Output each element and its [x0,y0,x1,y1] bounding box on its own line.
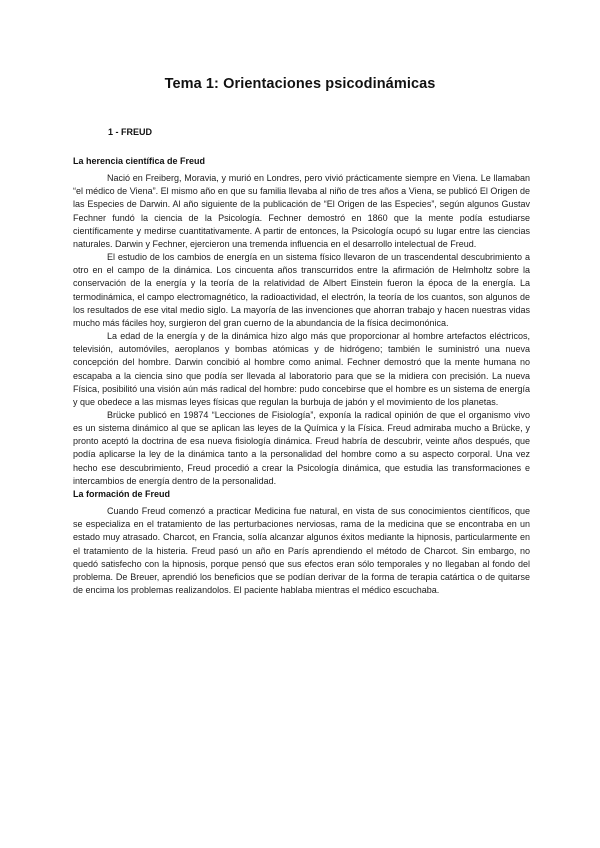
subsection-heading-formacion: La formación de Freud [73,488,171,499]
subsection-heading-herencia: La herencia científica de Freud [73,156,206,166]
document-title: Tema 1: Orientaciones psicodinámicas [164,76,436,92]
document-body [73,155,530,597]
paragraph: Nació en Freiberg, Moravia, y murió en Londres, pero vivió prácticamente siempre en Viena. Le llamaban “el médico de Viena”. El mismo año en que su familia llevaba al niño de tres años a Viena, se publicó El Origen de las Especies de Darwin. Al año siguiente de la publicación de “El Origen de las Especies”, según algunos Gustav Fechner fundó la ciencia de la Psicología. Fechner demostró en 1860 que la mente podía estudiarse científicamente y medirse cuantitativamente. A partir de entonces, la Psicología ocupó su lugar entre las ciencias naturales. Darwin y Fechner, ejercieron una tremenda influencia en el desarrollo intelectual de Freud. [73,173,530,249]
paragraph: Cuando Freud comenzó a practicar Medicina fue natural, en vista de sus conocimientos científicos, que se especializa en el tratamiento de las perturbaciones nerviosas, rama de la medicina que se encontraba en un estado muy atrasado. Charcot, en Francia, solía alcanzar algunos éxitos mediante la hipnosis, particularmente en el tratamiento de la histeria. Freud pasó un año en París aprendiendo el método de Charcot. Sin embargo, no quedó satisfecho con la hipnosis, porque pensó que sus efectos eran sólo temporales y no llegaban al fondo del problema. De Breuer, aprendió los beneficios que se podían derivar de la forma de terapia catártica o de quitarse de encima los problemas realizandolos. El paciente hablaba mientras el médico escuchaba. [73,506,530,595]
paragraph: Brücke publicó en 19874 “Lecciones de Fisiología”, exponía la radical opinión de que el organismo vivo es un sistema dinámico al que se aplican las leyes de la Química y la Física. Freud admiraba mucho a Brücke, y pronto aceptó la doctrina de esa nueva fisiología dinámica. Freud habría de descubrir, veinte años después, que podía aplicarse la ley de la dinámica tanto a la personalidad del hombre como a su aspecto corporal. Una vez hecho ese descubrimiento, Freud procedió a crear la Psicología dinámica, que estudia las transformaciones e intercambios de energía dentro de la personalidad. [73,409,530,486]
paragraph: La edad de la energía y de la dinámica hizo algo más que proporcionar al hombre artefactos eléctricos, televisión, automóviles, aeroplanos y bombas atómicas y de hidrógeno; también le suministró una nueva concepción del hombre. Darwin concibió al hombre como animal. Fechner demostró que la mente humana no escapaba a la ciencia sino que podía ser llevada al laboratorio para que se la midiera con precisión. La nueva Física, posibilitó una visión aún más radical del hombre: pudo concebirse que el hombre es un sistema de energía y que obedece a las mismas leyes físicas que regulan la burbuja de jabón y el movimiento de los planetas. [73,331,530,407]
section-title: 1 - FREUD [108,127,153,137]
paragraph: El estudio de los cambios de energía en un sistema físico llevaron de un trascendental descubrimiento a otro en el campo de la dinámica. Los cincuenta años transcurridos entre la afirmación de Helmholtz sobre la conservación de la energía y la teoría de la relatividad de Albert Einstein fueron la época de la energía. La termodinámica, el campo electromagnético, la radioactividad, el electrón, la teoría de los cuantos, son algunos de los resultados de ese vital medio siglo. La mayoría de las invenciones que ahorran trabajo y hacen nuestras vidas mucho más fáciles hoy, surgieron del gran cuerno de la abundancia de la física decimonónica. [73,252,530,328]
